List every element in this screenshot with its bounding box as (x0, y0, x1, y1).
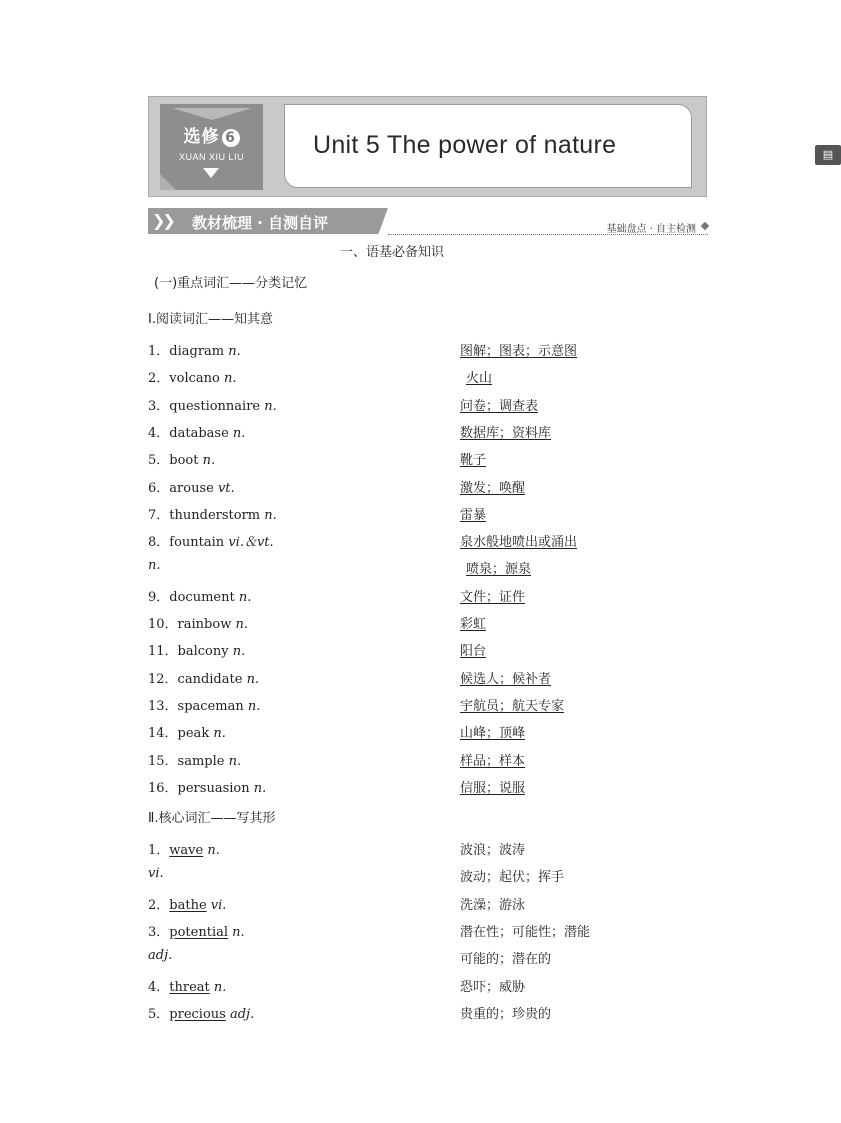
badge-number: 6 (222, 129, 240, 147)
list-item (148, 839, 220, 858)
item-meaning: 信服；说服 (460, 780, 526, 796)
item-meaning: 文件；证件 (460, 589, 526, 605)
item-number: 4． (148, 979, 170, 995)
list-item (148, 449, 215, 468)
book-search-icon: ▤ (815, 145, 841, 165)
item-word: balcony (177, 644, 229, 660)
list-item (148, 866, 164, 881)
item-pos: n. (213, 979, 227, 995)
item-pos: n. (238, 589, 252, 605)
part-one-heading: 一、语基必备知识 (340, 245, 445, 260)
list-item (148, 367, 237, 386)
list-item (148, 722, 226, 741)
badge-down-arrow-icon (203, 168, 219, 178)
elective-badge (160, 104, 263, 190)
section-bar (148, 208, 708, 236)
item-number: 12． (148, 671, 178, 687)
item-pos: n. (246, 671, 260, 687)
list-item (148, 777, 266, 796)
item-word: bathe (169, 897, 207, 913)
item-pos: n. (148, 558, 161, 574)
list-item (148, 586, 251, 605)
item-meaning: 洗澡；游泳 (460, 897, 526, 913)
list-item (148, 894, 226, 913)
list-item (148, 976, 226, 995)
item-meaning: 可能的；潜在的 (460, 952, 552, 968)
list-item (148, 750, 241, 769)
unit-banner (148, 96, 834, 197)
item-meaning: 数据库；资料库 (460, 425, 552, 441)
vocab-heading: (一)重点词汇——分类记忆 (154, 276, 308, 291)
item-number: 6． (148, 480, 170, 496)
list-item (148, 1003, 254, 1022)
item-meaning: 图解；图表；示意图 (460, 344, 578, 359)
badge-corner (160, 174, 176, 190)
item-meaning: 喷泉；源泉 (466, 562, 532, 578)
list-item (148, 921, 245, 940)
item-meaning: 贵重的；珍贵的 (460, 1006, 552, 1022)
item-word: fountain (169, 535, 225, 551)
item-number: 11． (148, 644, 178, 660)
item-meaning: 火山 (466, 371, 493, 387)
item-word: thunderstorm (169, 507, 261, 523)
item-number: 7． (148, 507, 170, 523)
item-number: 2． (148, 371, 170, 387)
item-word: rainbow (177, 617, 232, 632)
item-number: 4． (148, 425, 170, 441)
item-pos: n. (264, 398, 277, 414)
item-word: sample (177, 753, 225, 769)
item-pos: adj. (148, 948, 173, 964)
item-word: wave (169, 843, 204, 858)
list-item (148, 695, 260, 714)
item-meaning: 彩虹 (460, 617, 487, 632)
unit-title: Unit 5 The power of nature (313, 131, 617, 159)
item-number: 1． (148, 843, 170, 858)
list-item (148, 948, 172, 963)
item-pos: n. (228, 753, 242, 769)
list-item (148, 640, 245, 659)
item-pos: n. (247, 698, 261, 714)
item-pos: vt. (217, 480, 235, 496)
list-item (148, 422, 245, 441)
item-word: threat (169, 979, 210, 995)
list-item (148, 395, 277, 414)
item-number: 3． (148, 924, 170, 940)
list-item (148, 504, 277, 523)
item-pos: n. (228, 344, 241, 359)
item-word: precious (169, 1006, 226, 1022)
item-pos: vi. (148, 866, 164, 882)
item-number: 3． (148, 398, 170, 414)
item-meaning: 问卷；调查表 (460, 398, 539, 414)
item-number: 5． (148, 1006, 170, 1022)
item-pos: vi.＆vt. (228, 535, 274, 551)
item-pos: n. (223, 371, 237, 387)
item-pos: n. (202, 453, 216, 469)
item-pos: vi. (210, 897, 227, 913)
badge-main-label: 选修 6 (160, 122, 263, 147)
item-word: database (169, 425, 229, 441)
item-pos: n. (207, 843, 220, 858)
list-item (148, 477, 235, 496)
list-item (148, 613, 248, 632)
badge-sub-label: XUAN XIU LIU (178, 152, 244, 162)
item-meaning: 波浪；波涛 (460, 843, 526, 858)
item-word: boot (169, 453, 199, 469)
item-number: 5． (148, 453, 170, 469)
list-item (148, 340, 241, 359)
item-meaning: 波动；起伏；挥手 (460, 870, 565, 886)
item-pos: n. (264, 507, 277, 523)
item-pos: n. (232, 924, 245, 940)
reading-vocab-heading: Ⅰ.阅读词汇——知其意 (148, 312, 273, 327)
item-word: spaceman (177, 698, 244, 714)
item-pos: adj. (229, 1006, 255, 1022)
item-number: 13． (148, 698, 178, 714)
section-bar-right-label: 基础盘点 · 自主检测 (606, 224, 696, 235)
item-word: potential (169, 924, 229, 940)
title-card (284, 104, 834, 188)
item-number: 2． (148, 897, 170, 913)
item-word: questionnaire (169, 398, 261, 414)
diamond-icon (701, 222, 709, 230)
item-meaning: 恐吓；威胁 (460, 979, 526, 995)
item-pos: n. (213, 726, 226, 742)
item-pos: n. (232, 644, 246, 660)
item-word: document (169, 589, 235, 605)
section-bar-label: 教材梳理 · 自测自评 (192, 214, 329, 232)
item-number: 14． (148, 726, 178, 742)
item-word: arouse (169, 480, 214, 496)
item-number: 10． (148, 617, 178, 632)
double-chevron-icon: ❯❯ (152, 211, 173, 230)
item-meaning: 样品；样本 (460, 753, 526, 769)
badge-top-chevron (172, 108, 252, 120)
item-pos: n. (253, 780, 267, 796)
item-number: 1． (148, 344, 170, 359)
item-pos: n. (235, 617, 248, 632)
item-number: 8． (148, 535, 170, 551)
item-meaning: 候选人；候补者 (460, 671, 552, 687)
item-number: 9． (148, 589, 170, 605)
item-meaning: 宇航员；航天专家 (460, 698, 565, 714)
list-item (148, 668, 259, 687)
item-pos: n. (232, 425, 246, 441)
item-word: diagram (169, 344, 225, 359)
core-vocab-heading: Ⅱ.核心词汇——写其形 (148, 811, 276, 826)
list-item (148, 558, 161, 573)
item-meaning: 雷暴 (460, 507, 487, 523)
item-word: peak (177, 726, 210, 742)
item-meaning: 泉水般地喷出或涌出 (460, 535, 578, 551)
item-number: 16． (148, 780, 178, 796)
list-item (148, 531, 274, 550)
item-word: volcano (169, 371, 220, 387)
item-meaning: 潜在性；可能性；潜能 (460, 924, 591, 940)
item-meaning: 激发；唤醒 (460, 480, 526, 496)
item-meaning: 靴子 (460, 453, 487, 469)
item-word: candidate (177, 671, 243, 687)
item-meaning: 山峰；顶峰 (460, 726, 526, 742)
item-number: 15． (148, 753, 178, 769)
item-meaning: 阳台 (460, 644, 487, 660)
item-word: persuasion (177, 780, 250, 796)
